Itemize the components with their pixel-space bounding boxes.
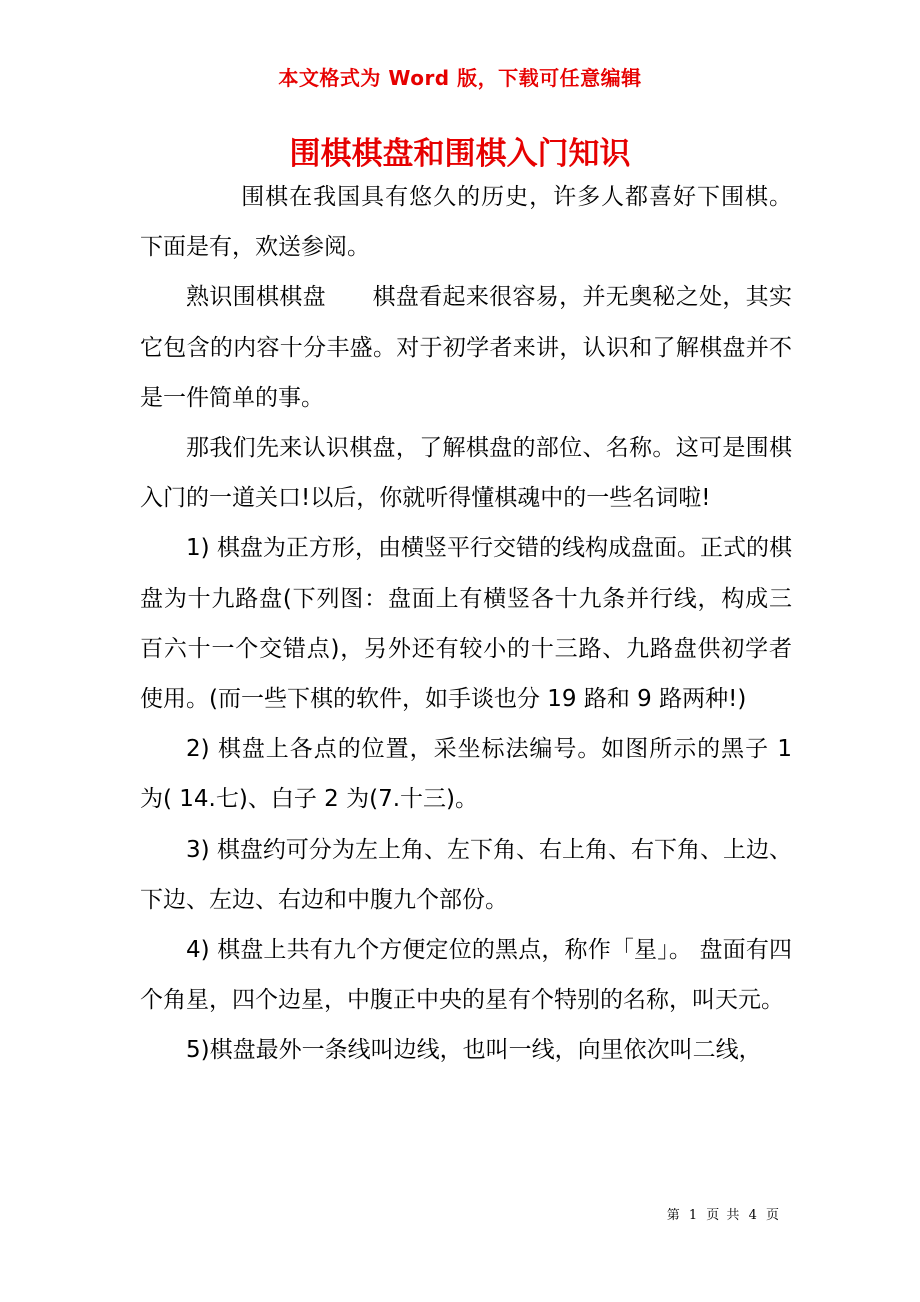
format-notice-text: 本文格式为 Word 版，下载可任意编辑 [278, 66, 642, 90]
format-notice [0, 62, 920, 94]
paragraph-point-1: 1) 棋盘为正方形，由横竖平行交错的线构成盘面。正式的棋盘为十九路盘(下列图：盘面上有横竖各十九条并行线，构成三百六十一个交错点)，另外还有较小的十三路、九路盘供初学者使用。(而一些下棋的软件，如手谈也分 19 路和 9 路两种!) [140, 535, 792, 713]
page-footer [0, 1206, 780, 1226]
article-body [140, 172, 792, 1076]
paragraph-board-overview: 熟识围棋棋盘 棋盘看起来很容易，并无奥秘之处，其实它包含的内容十分丰盛。对于初学者来讲，认识和了解棋盘并不是一件简单的事。 [140, 284, 792, 411]
paragraph-point-5: 5)棋盘最外一条线叫边线，也叫一线，向里依次叫二线， [186, 1037, 762, 1064]
paragraph-board-parts: 那我们先来认识棋盘，了解棋盘的部位、名称。这可是围棋入门的一道关口!以后，你就听得懂棋魂中的一些名词啦! [140, 435, 792, 512]
page-title [0, 132, 920, 176]
paragraph-point-4: 4) 棋盘上共有九个方便定位的黑点，称作「星」。 盘面有四个角星，四个边星，中腹正中央的星有个特别的名称，叫天元。 [140, 937, 792, 1014]
footer-mid: 页 共 [706, 1208, 740, 1223]
page-title-text: 围棋棋盘和围棋入门知识 [289, 136, 631, 172]
footer-prefix: 第 [666, 1208, 680, 1223]
paragraph-intro: 围棋在我国具有悠久的历史，许多人都喜好下围棋。下面是有，欢送参阅。 [140, 184, 792, 261]
footer-total-pages: 4 [748, 1208, 757, 1223]
paragraph-point-3: 3) 棋盘约可分为左上角、左下角、右上角、右下角、上边、下边、左边、右边和中腹九个部份。 [140, 836, 792, 913]
footer-suffix: 页 [765, 1208, 779, 1223]
footer-current-page: 1 [688, 1208, 698, 1223]
paragraph-point-2: 2) 棋盘上各点的位置，采坐标法编号。如图所示的黑子 1 为( 14.七)、白子 2 为(7.十三)。 [140, 736, 792, 813]
